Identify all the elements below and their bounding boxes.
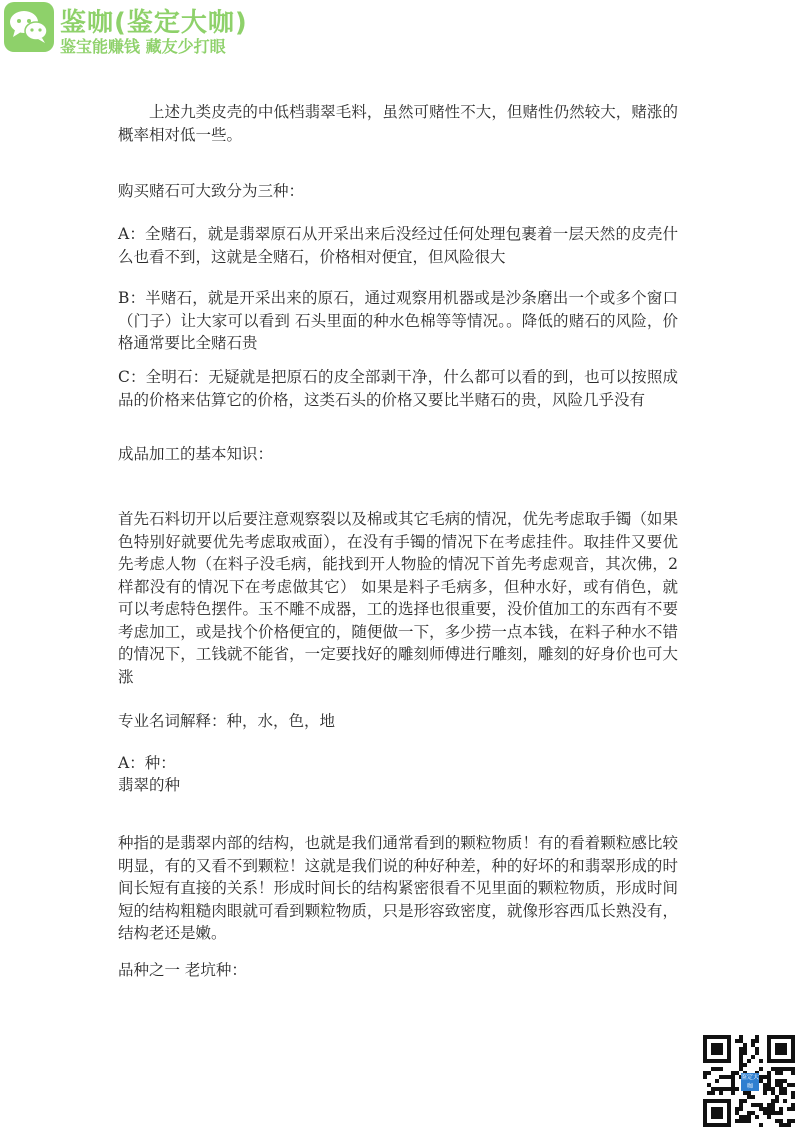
logo-title: 鉴咖(鉴定大咖) xyxy=(60,8,248,38)
section-heading-terms: 专业名词解释：种，水，色，地 xyxy=(118,712,336,730)
paragraph-type-c: C：全明石：无疑就是把原石的皮全部剥干净，什么都可以看的到，也可以按照成品的价格来估算它的价格，这类石头的价格又要比半赌石的贵，风险几乎没有 xyxy=(118,368,678,409)
brand-logo xyxy=(4,2,254,54)
qr-badge: 鉴定大咖 xyxy=(741,1074,760,1090)
subheading-jade-zhong: 翡翠的种 xyxy=(118,776,181,794)
qr-code-icon xyxy=(703,1035,795,1127)
logo-slogan: 鉴宝能赚钱 藏友少打眼 xyxy=(60,37,226,56)
wechat-bubble-icon xyxy=(4,2,54,52)
paragraph-processing: 首先石料切开以后要注意观察裂以及棉或其它毛病的情况，优先考虑取手镯（如果色特别好就要优先考虑取戒面），在没有手镯的情况下在考虑挂件。取挂件又要优先考虑人物（在料子没毛病，能找到开人物脸的情况下首先考虑观音，其次佛，2样都没有的情况下在考虑做其它） 如果是料子毛病多，但种水好，或有俏色，就可以考虑特色摆件。玉不雕不成器，工的选择也很重要，没价值加工的东西有不要考虑加工，或是找个价格便宜的，随便做一下，多少捞一点本钱，在料子种水不错的情况下，工钱就不能省，一定要找好的雕刻师傅进行雕刻，雕刻的好身价也可大涨 xyxy=(118,510,678,686)
paragraph-zhong-definition: 种指的是翡翠内部的结构，也就是我们通常看到的颗粒物质！有的看着颗粒感比较明显，有的又看不到颗粒！这就是我们说的种好种差，种的好坏的和翡翠形成的时间长短有直接的关系！形成时间长的结构紧密很看不见里面的颗粒物质，形成时间短的结构粗糙肉眼就可看到颗粒物质，只是形容致密度，就像形容西瓜长熟没有，结构老还是嫩。 xyxy=(118,834,678,942)
section-heading-buy-stones: 购买赌石可大致分为三种： xyxy=(118,182,305,200)
subheading-zhong: A：种： xyxy=(118,754,176,772)
paragraph-type-a: A：全赌石，就是翡翠原石从开采出来后没经过任何处理包裹着一层天然的皮壳什么也看不到，这就是全赌石，价格相对便宜，但风险很大 xyxy=(118,225,678,266)
paragraph-type-b: B：半赌石，就是开采出来的原石，通过观察用机器或是沙条磨出一个或多个窗口（门子）让大家可以看到 石头里面的种水色棉等等情况。。降低的赌石的风险，价格通常要比全赌石贵 xyxy=(118,289,678,352)
paragraph-1: 上述九类皮壳的中低档翡翠毛料，虽然可赌性不大，但赌性仍然较大，赌涨的概率相对低一些。 xyxy=(118,103,678,144)
section-heading-processing: 成品加工的基本知识： xyxy=(118,445,274,463)
section-heading-laokeng: 品种之一 老坑种： xyxy=(118,961,247,979)
